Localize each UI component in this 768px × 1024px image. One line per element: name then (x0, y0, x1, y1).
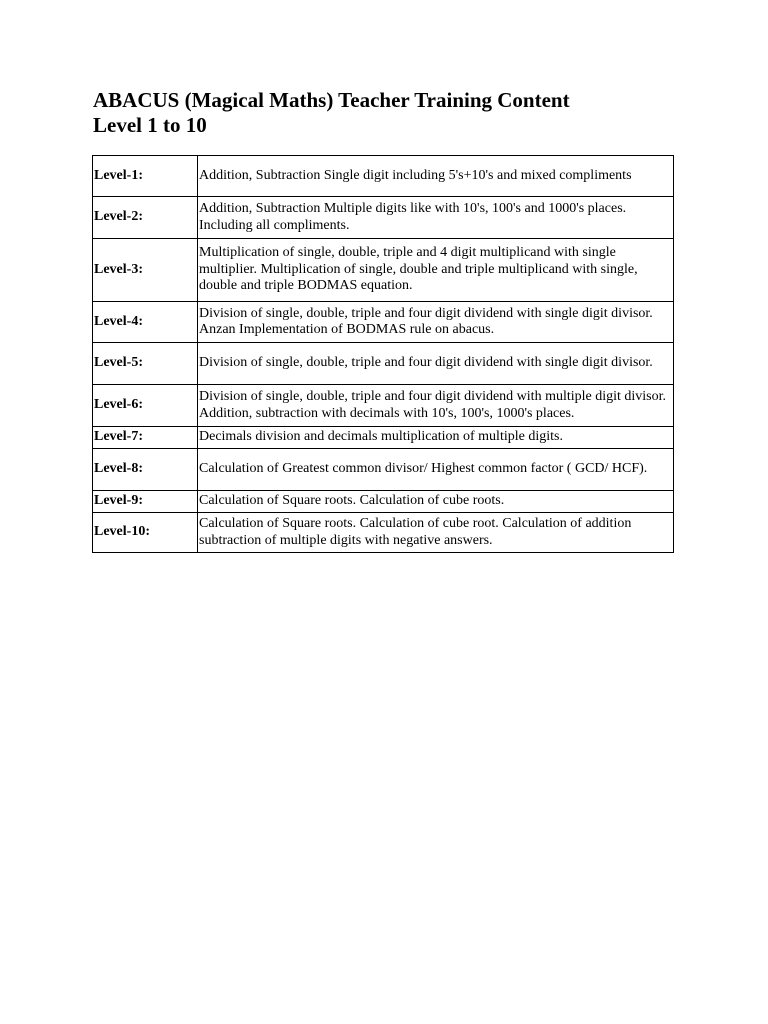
level-description: Calculation of Square roots. Calculation of cube root. Calculation of addition subtraction of multiple digits with negative answers. (198, 513, 674, 553)
level-label: Level-6: (93, 385, 198, 427)
level-label: Level-9: (93, 491, 198, 513)
level-description: Addition, Subtraction Multiple digits like with 10's, 100's and 1000's places. Including all compliments. (198, 197, 674, 239)
level-label: Level-5: (93, 343, 198, 385)
level-description: Multiplication of single, double, triple and 4 digit multiplicand with single multiplier. Multiplication of single, double and triple multiplicand with single, double and triple BODMAS equation. (198, 239, 674, 302)
table-row (93, 343, 674, 385)
table-row (93, 156, 674, 197)
document-title (93, 88, 693, 138)
levels-table (92, 155, 674, 553)
title-line-2: Level 1 to 10 (93, 113, 207, 137)
level-label: Level-3: (93, 239, 198, 302)
level-description: Calculation of Greatest common divisor/ Highest common factor ( GCD/ HCF). (198, 449, 674, 491)
table-row (93, 197, 674, 239)
level-description: Division of single, double, triple and four digit dividend with single digit divisor. Anzan Implementation of BODMAS rule on abacus. (198, 302, 674, 343)
level-label: Level-8: (93, 449, 198, 491)
table-row (93, 239, 674, 302)
table-row (93, 513, 674, 553)
level-label: Level-4: (93, 302, 198, 343)
level-label: Level-10: (93, 513, 198, 553)
level-label: Level-2: (93, 197, 198, 239)
level-label: Level-7: (93, 427, 198, 449)
table-row (93, 385, 674, 427)
level-description: Addition, Subtraction Single digit including 5's+10's and mixed compliments (198, 156, 674, 197)
table-row (93, 491, 674, 513)
level-description: Division of single, double, triple and four digit dividend with multiple digit divisor. Addition, subtraction with decimals with 10's, 100's, 1000's places. (198, 385, 674, 427)
title-line-1: ABACUS (Magical Maths) Teacher Training Content (93, 88, 570, 112)
table-row (93, 449, 674, 491)
table-row (93, 427, 674, 449)
table-row (93, 302, 674, 343)
level-label: Level-1: (93, 156, 198, 197)
level-description: Calculation of Square roots. Calculation of cube roots. (198, 491, 674, 513)
level-description: Division of single, double, triple and four digit dividend with single digit divisor. (198, 343, 674, 385)
level-description: Decimals division and decimals multiplication of multiple digits. (198, 427, 674, 449)
